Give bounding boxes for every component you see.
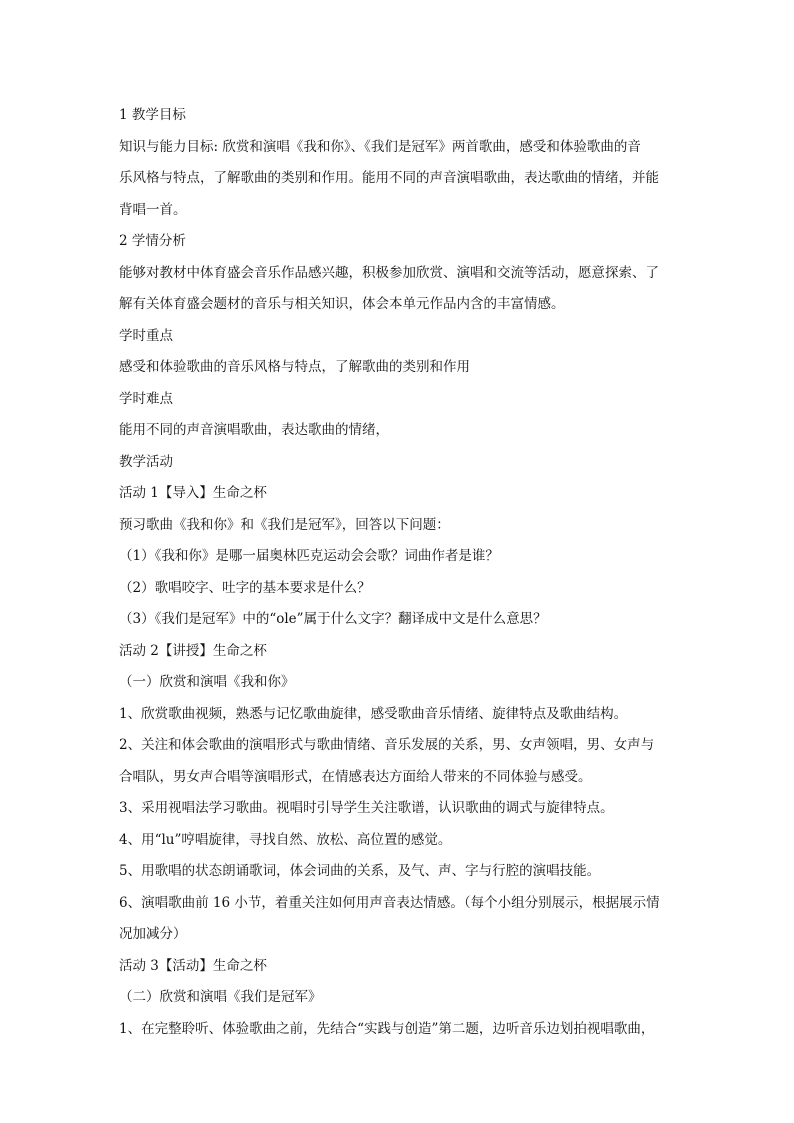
paragraph-line: 知识与能力目标: 欣赏和演唱《我和你》、《我们是冠军》两首歌曲，感受和体验歌曲的音	[119, 138, 641, 155]
paragraph-line: 况加减分）	[119, 926, 187, 942]
section-heading-difficulties: 学时难点	[119, 390, 173, 407]
subsection-heading: （一）欣赏和演唱《我和你》	[119, 674, 295, 690]
section-heading-activities: 教学活动	[119, 453, 173, 470]
paragraph-line: 乐风格与特点，了解歌曲的类别和作用。能用不同的声音演唱歌曲，表达歌曲的情绪，并能	[119, 170, 659, 186]
paragraph-line: 预习歌曲《我和你》和《我们是冠军》，回答以下问题：	[119, 516, 450, 533]
list-item: 1、在完整聆听、体验歌曲之前，先结合“实践与创造”第二题，边听音乐边划拍视唱歌曲，	[119, 1020, 655, 1037]
list-item: 4、用“lu”哼唱旋律，寻找自然、放松、高位置的感觉。	[119, 831, 452, 848]
list-item: 1、欣赏歌曲视频，熟悉与记忆歌曲旋律，感受歌曲音乐情绪、旋律特点及歌曲结构。	[119, 705, 628, 722]
question-item: （1）《我和你》是哪一届奥林匹克运动会会歌？词曲作者是谁？	[119, 548, 499, 564]
section-heading-key-points: 学时重点	[119, 327, 173, 344]
paragraph-line: 能用不同的声音演唱歌曲，表达歌曲的情绪，	[119, 422, 389, 438]
section-heading-student-analysis: 2 学情分析	[119, 233, 186, 249]
section-heading-teaching-goals: 1 教学目标	[119, 107, 186, 123]
paragraph-line: 背唱一首。	[119, 201, 187, 218]
subsection-heading: （二）欣赏和演唱《我们是冠军》	[119, 989, 322, 1005]
list-item: 2、关注和体会歌曲的演唱形式与歌曲情绪、音乐发展的关系，男、女声领唱，男、女声与	[119, 737, 655, 753]
question-item: （3）《我们是冠军》中的“ole”属于什么文字？翻译成中文是什么意思？	[119, 611, 547, 627]
paragraph-line: 合唱队，男女声合唱等演唱形式，在情感表达方面给人带来的不同体验与感受。	[119, 768, 592, 785]
paragraph-line: 能够对教材中体育盛会音乐作品感兴趣，积极参加欣赏、演唱和交流等活动，愿意探索、了	[119, 264, 659, 281]
list-item: 3、采用视唱法学习歌曲。视唱时引导学生关注歌谱，认识歌曲的调式与旋律特点。	[119, 800, 614, 816]
paragraph-line: 感受和体验歌曲的音乐风格与特点，了解歌曲的类别和作用	[119, 359, 470, 375]
document-page	[119, 100, 679, 1045]
activity-heading: 活动 1【导入】生命之杯	[119, 485, 267, 501]
list-item: 5、用歌唱的状态朗诵歌词，体会词曲的关系，及气、声、字与行腔的演唱技能。	[119, 863, 601, 879]
question-item: （2）歌唱咬字、吐字的基本要求是什么？	[119, 579, 371, 596]
paragraph-line: 解有关体育盛会题材的音乐与相关知识，体会本单元作品内含的丰富情感。	[119, 296, 565, 312]
list-item: 6、演唱歌曲前 16 小节，着重关注如何用声音表达情感。（每个小组分别展示，根据展示情	[119, 894, 660, 911]
activity-heading: 活动 2【讲授】生命之杯	[119, 642, 267, 659]
activity-heading: 活动 3【活动】生命之杯	[119, 957, 267, 974]
